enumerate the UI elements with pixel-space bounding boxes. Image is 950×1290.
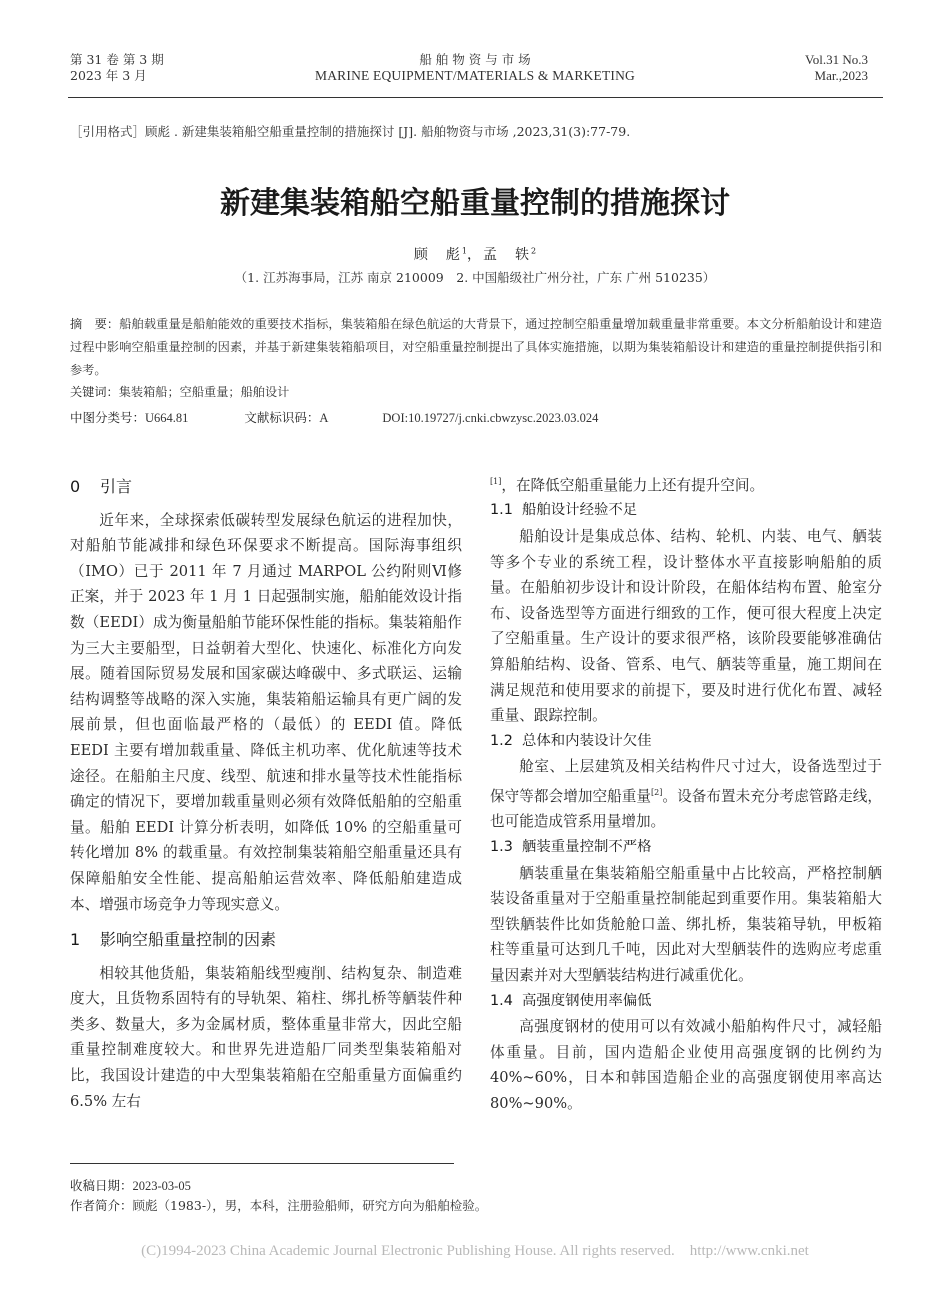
received-value: 2023-03-05: [132, 1179, 191, 1193]
body-left-column: [70, 472, 462, 1114]
issue-date-en: Mar.,2023: [814, 68, 868, 83]
author-1-affil: 1: [461, 246, 467, 256]
issue-date: 2023 年 3 月: [70, 68, 147, 83]
paragraph-text: 相较其他货船，集装箱船线型瘦削、结构复杂、制造难度大，且货物系固特有的导轨架、箱柱、绑扎桥等舾装件种类多、数量大，多为金属材质，整体重量非常大，因此空船重量控制难度较大。和世界先进造船厂同类型集装箱船对比，我国设计建造的中大型集装箱船在空船重量方面偏重约 6.5% 左右: [70, 964, 462, 1110]
paper-title: 新建集装箱船空船重量控制的措施探讨: [220, 186, 730, 221]
keywords-label: 关键词：: [70, 385, 119, 399]
footnote-rule: [70, 1163, 454, 1164]
abstract: [70, 313, 882, 382]
abstract-label: 摘 要：: [70, 317, 120, 331]
body-right-column: [490, 469, 882, 1117]
author-2: 孟 轶: [483, 247, 531, 263]
paragraph: [490, 754, 882, 835]
issue-volume-en: Vol.31 No.3: [805, 52, 868, 67]
section-title: 影响空船重量控制的因素: [100, 930, 277, 950]
received-label: 收稿日期：: [70, 1178, 133, 1193]
citation-ref: [2]: [651, 787, 663, 797]
subsection-number: 1.4: [490, 992, 513, 1009]
subsection-title: 船舶设计经验不足: [522, 502, 638, 519]
citation-ref: [1]: [490, 477, 502, 486]
paragraph-text: ，在降低空船重量能力上还有提升空间。: [501, 476, 765, 494]
paragraph-text: 舱室、上层建筑及相关结构件尺寸过大，设备选型过于保守等都会增加空船重量: [490, 758, 882, 805]
author-bio: [70, 1196, 487, 1215]
section-number: 0: [70, 477, 81, 496]
issue-volume: 第 31 卷 第 3 期: [70, 52, 164, 67]
author-bio-label: 作者简介：: [70, 1198, 133, 1213]
author-line: [0, 244, 950, 264]
citation-text: 顾彪 . 新建集装箱船空船重量控制的措施探讨 [J]. 船舶物资与市场 ,2023,31(3):77-79.: [145, 124, 631, 139]
subsection-heading: [490, 835, 882, 861]
paragraph: [70, 961, 462, 1115]
author-1: 顾 彪: [413, 247, 462, 263]
section-heading: [70, 474, 462, 500]
subsection-heading: [490, 729, 882, 755]
subsection-title: 高强度钢使用率偏低: [522, 992, 652, 1009]
section-heading: [70, 927, 462, 953]
keywords: [70, 383, 289, 400]
journal-name-cn: 船 舶 物 资 与 市 场: [419, 52, 531, 67]
footnote: [70, 1176, 487, 1215]
paragraph-text-end: 。设备布置未充分考虑管路走线，也可能造成管系用量增加。: [490, 787, 882, 831]
keywords-text: 集装箱船；空船重量；船舶设计: [118, 385, 290, 399]
journal-name-en: MARINE EQUIPMENT/MATERIALS & MARKETING: [315, 68, 635, 83]
journal-issue-en: [805, 52, 868, 84]
author-bio-text: 顾彪（1983-），男，本科，注册验船师，研究方向为船舶检验。: [132, 1198, 488, 1213]
author-separator: ，: [467, 247, 483, 263]
affiliation: （1. 江苏海事局，江苏 南京 210009 2. 中国船级社广州分社，广东 广州 510235）: [234, 270, 716, 285]
paragraph: 船舶设计是集成总体、结构、轮机、内装、电气、舾装等多个专业的系统工程，设计整体水平直接影响船舶的质量。在船舶初步设计和设计阶段，在船体结构布置、舱室分布、设备选型等方面进行细致的工作，便可很大程度上决定了空船重量。生产设计的要求很严格，该阶段要能够准确估算船舶结构、设备、管系、电气、舾装等重量，施工期间在满足规范和使用要求的前提下，要及时进行优化布置、减轻重量、跟踪控制。: [490, 528, 882, 725]
subsection-heading: [490, 989, 882, 1015]
paragraph: 高强度钢材的使用可以有效减小船舶构件尺寸，减轻船体重量。目前，国内造船企业使用高强度钢的比例约为 40%~60%，日本和韩国造船企业的高强度钢使用率高达 80%~90%。: [490, 1018, 882, 1112]
subsection-title: 总体和内装设计欠佳: [522, 732, 652, 749]
section-number: 1: [70, 930, 81, 950]
subsection-heading: [490, 498, 882, 524]
doc-code-value: A: [319, 411, 329, 425]
citation-label: ［引用格式］: [70, 124, 146, 139]
subsection-number: 1.1: [490, 502, 513, 519]
section-title: 引言: [100, 477, 133, 496]
subsection-title: 舾装重量控制不严格: [522, 839, 652, 856]
subsection-number: 1.3: [490, 839, 513, 856]
clc-value: U664.81: [145, 411, 189, 425]
classification-line: [70, 408, 882, 426]
doi: DOI:10.19727/j.cnki.cbwzysc.2023.03.024: [382, 411, 599, 425]
paragraph: 舾装重量在集装箱船空船重量中占比较高，严格控制舾装设备重量对于空船重量控制能起到重要作用。集装箱船大型铁舾装件比如货舱舱口盖、绑扎桥，集装箱导轨，甲板箱柱等重量可达到几千吨，因此对大型舾装件的选购应考虑重量因素并对大型舾装结构进行减重优化。: [490, 864, 882, 984]
clc-label: 中图分类号：: [70, 410, 146, 425]
citation-format: [70, 122, 630, 140]
paragraph: 近年来，全球探索低碳转型发展绿色航运的进程加快，对船舶节能减排和绿色环保要求不断提高。国际海事组织（IMO）已于 2011 年 7 月通过 MARPOL 公约附则Ⅵ修正案，并于 2023 年 1 月 1 日起强制实施，船舶能效设计指数（EEDI）成为衡量船舶节能环保性能的指标。集装箱船作为三大主要船型，日益朝着大型化、快速化、标准化方向发展。随着国际贸易发展和国家碳达峰碳中、多式联运、运输结构调整等战略的深入实施，集装箱船运输具有更广阔的发展前景，但也面临最严格的（最低）的 EEDI 值。降低 EEDI 主要有增加载重量、降低主机功率、优化航速等技术途径。在船舶主尺度、线型、航速和排水量等技术性能指标确定的情况下，要增加载重量则必须有效降低船舶的空船重量。船舶 EEDI 计算分析表明，如降低 10% 的空船重量可转化增加 8% 的载重量。有效控制集装箱船空船重量还具有保障船舶安全性能、提高船舶运营效率、降低船舶建造成本、增强市场竞争力等现实意义。: [70, 511, 462, 913]
abstract-text: 船舶载重量是船舶能效的重要技术指标，集装箱船在绿色航运的大背景下，通过控制空船重量增加载重量非常重要。本文分析船舶设计和建造过程中影响空船重量控制的因素，并基于新建集装箱船项目，对空船重量控制提出了具体实施措施，以期为集装箱船设计和建造的重量控制提供指引和参考。: [70, 317, 883, 377]
paragraph-continued: [490, 469, 882, 498]
copyright-watermark: (C)1994-2023 China Academic Journal Electronic Publishing House. All rights reserved. http://www.cnki.net: [141, 1243, 809, 1259]
subsection-number: 1.2: [490, 732, 513, 749]
received-date: [70, 1176, 487, 1196]
header-rule: [68, 97, 883, 98]
doc-code-label: 文献标识码：: [244, 410, 320, 425]
author-2-affil: 2: [531, 246, 537, 256]
